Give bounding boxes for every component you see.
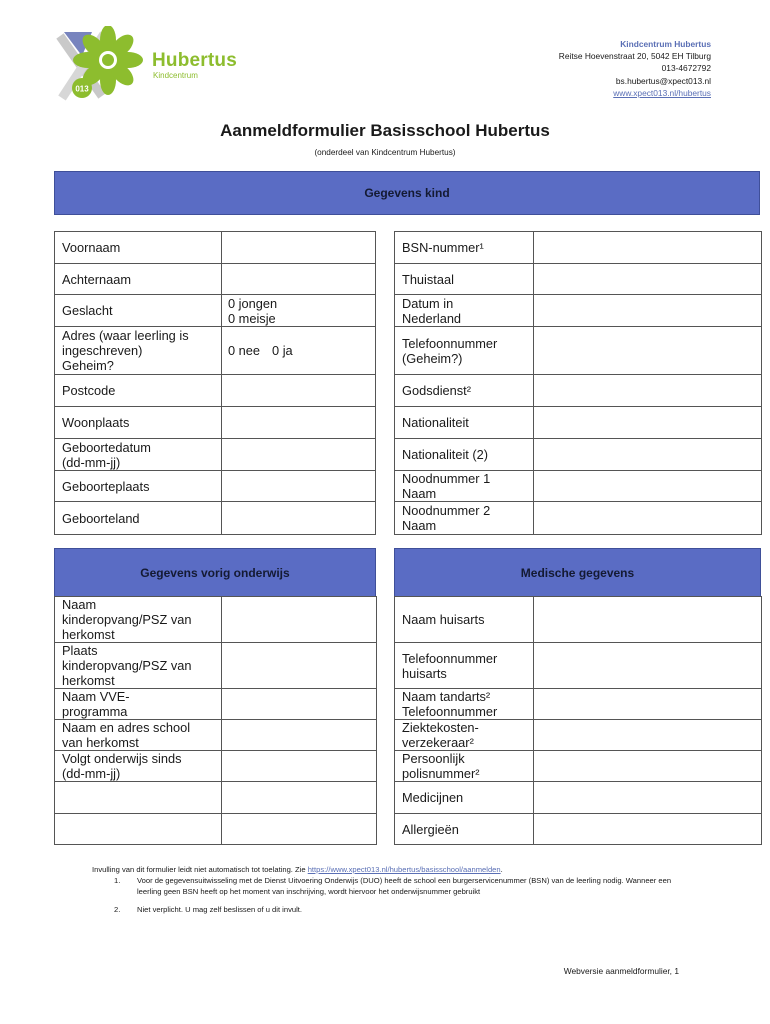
field-label: Telefoonnummer huisarts	[395, 643, 534, 689]
field-label: Postcode	[55, 375, 222, 407]
nationaliteit-2-field[interactable]	[534, 439, 762, 471]
allergieen-field[interactable]	[534, 814, 762, 845]
geboorteland-field[interactable]	[222, 502, 376, 535]
field-label: Godsdienst²	[395, 375, 534, 407]
org-name: Kindcentrum Hubertus	[620, 39, 711, 49]
field-label: Naam VVE- programma	[55, 689, 222, 720]
contact-block	[559, 38, 711, 99]
field-label: Naam tandarts² Telefoonnummer	[395, 689, 534, 720]
field-label: Woonplaats	[55, 407, 222, 439]
org-address: Reitse Hoevenstraat 20, 5042 EH Tilburg	[558, 51, 711, 62]
field-label: Nationaliteit	[395, 407, 534, 439]
org-website-link[interactable]: www.xpect013.nl/hubertus	[613, 87, 711, 98]
logo-badge: 013	[75, 84, 89, 94]
field-label: Geboorteland	[55, 502, 222, 535]
page-footer: Webversie aanmeldformulier, 1	[563, 966, 679, 976]
datum-in-nederland-field[interactable]	[534, 295, 762, 327]
table-row	[55, 407, 376, 439]
field-label: Geboorteplaats	[55, 471, 222, 502]
field-label: Naam en adres school van herkomst	[55, 720, 222, 751]
table-row	[395, 643, 762, 689]
table-row	[55, 295, 376, 327]
logo-wordmark: Hubertus	[152, 50, 237, 71]
table-row	[55, 439, 376, 471]
empty-label	[55, 782, 222, 814]
option-ja[interactable]: 0 ja	[272, 343, 293, 358]
table-row	[395, 502, 762, 535]
table-row	[55, 751, 377, 782]
intro-end: .	[500, 865, 503, 874]
postcode-field[interactable]	[222, 375, 376, 407]
polisnummer-field[interactable]	[534, 751, 762, 782]
gegevens-kind-left-table	[54, 231, 376, 535]
field-label: Ziektekosten- verzekeraar²	[395, 720, 534, 751]
medicijnen-field[interactable]	[534, 782, 762, 814]
footnote-1	[92, 875, 692, 897]
field-label: Datum in Nederland	[395, 295, 534, 327]
footnote-text: Niet verplicht. U mag zelf beslissen of u dit invult.	[137, 905, 303, 914]
table-row	[395, 814, 762, 845]
table-row	[55, 264, 376, 295]
tandarts-field[interactable]	[534, 689, 762, 720]
table-row	[395, 407, 762, 439]
table-row	[395, 295, 762, 327]
school-herkomst-field[interactable]	[222, 720, 377, 751]
table-row	[395, 751, 762, 782]
telefoonnummer-field[interactable]	[534, 327, 762, 375]
field-label: Geboortedatum (dd-mm-jj)	[55, 439, 222, 471]
footnote-2	[92, 904, 692, 915]
footnote-intro	[92, 864, 692, 875]
empty-label	[55, 814, 222, 845]
table-row	[395, 232, 762, 264]
logo-subtitle: Kindcentrum	[153, 71, 198, 80]
gegevens-kind-right-table	[394, 231, 762, 535]
org-email: bs.hubertus@xpect013.nl	[615, 75, 711, 86]
geboorteplaats-field[interactable]	[222, 471, 376, 502]
telefoon-huisarts-field[interactable]	[534, 643, 762, 689]
page-subtitle: (onderdeel van Kindcentrum Hubertus)	[314, 148, 456, 157]
vve-programma-field[interactable]	[222, 689, 377, 720]
table-row	[395, 597, 762, 643]
achternaam-field[interactable]	[222, 264, 376, 295]
table-row	[55, 720, 377, 751]
nationaliteit-field[interactable]	[534, 407, 762, 439]
field-label: Nationaliteit (2)	[395, 439, 534, 471]
table-row	[395, 720, 762, 751]
field-label: Achternaam	[55, 264, 222, 295]
field-label: Noodnummer 1 Naam	[395, 471, 534, 502]
table-row	[395, 375, 762, 407]
table-row	[55, 689, 377, 720]
table-row	[55, 782, 377, 814]
medische-gegevens-table	[394, 596, 762, 845]
geslacht-options[interactable]: 0 jongen 0 meisje	[222, 295, 376, 327]
noodnummer-2-field[interactable]	[534, 502, 762, 535]
empty-field[interactable]	[222, 782, 377, 814]
table-row	[395, 439, 762, 471]
adres-geheim-options[interactable]	[222, 327, 376, 375]
bsn-field[interactable]	[534, 232, 762, 264]
voornaam-field[interactable]	[222, 232, 376, 264]
onderwijs-sinds-field[interactable]	[222, 751, 377, 782]
table-row	[395, 264, 762, 295]
page-title: Aanmeldformulier Basisschool Hubertus	[220, 121, 550, 140]
table-row	[55, 375, 376, 407]
section-header-vorig-onderwijs: Gegevens vorig onderwijs	[54, 548, 376, 597]
footnote-number: 2.	[114, 905, 121, 914]
field-label: Telefoonnummer (Geheim?)	[395, 327, 534, 375]
table-row	[55, 643, 377, 689]
field-label: Allergieën	[395, 814, 534, 845]
field-label: Thuistaal	[395, 264, 534, 295]
plaats-kinderopvang-field[interactable]	[222, 643, 377, 689]
section-header-medische-gegevens: Medische gegevens	[394, 548, 761, 597]
field-label: Naam huisarts	[395, 597, 534, 643]
field-label: Plaats kinderopvang/PSZ van herkomst	[55, 643, 222, 689]
field-label: Naam kinderopvang/PSZ van herkomst	[55, 597, 222, 643]
table-row	[55, 232, 376, 264]
table-row	[55, 814, 377, 845]
option-nee[interactable]: 0 nee	[228, 343, 261, 358]
huisarts-field[interactable]	[534, 597, 762, 643]
section-header-gegevens-kind: Gegevens kind	[54, 171, 760, 215]
field-label: Persoonlijk polisnummer²	[395, 751, 534, 782]
field-label: Voornaam	[55, 232, 222, 264]
table-row	[395, 689, 762, 720]
vorig-onderwijs-table	[54, 596, 377, 845]
naam-kinderopvang-field[interactable]	[222, 597, 377, 643]
field-label: Geslacht	[55, 295, 222, 327]
table-row	[395, 327, 762, 375]
empty-field[interactable]	[222, 814, 377, 845]
footnote-text: Voor de gegevensuitwisseling met de Dienst Uitvoering Onderwijs (DUO) heeft de school een burgerservicenummer (BSN) van de leerling nodig. Wanneer een leerling geen BSN heeft op het moment van inschrijving, wordt hiervoor het onderwijsnummer gebruikt	[137, 876, 672, 896]
godsdienst-field[interactable]	[534, 375, 762, 407]
field-label: Medicijnen	[395, 782, 534, 814]
intro-text: Invulling van dit formulier leidt niet automatisch tot toelating. Zie	[92, 865, 308, 874]
field-label: Noodnummer 2 Naam	[395, 502, 534, 535]
footnote-number: 1.	[114, 876, 121, 885]
aanmelden-link[interactable]: https://www.xpect013.nl/hubertus/basisschool/aanmelden	[307, 865, 501, 874]
noodnummer-1-field[interactable]	[534, 471, 762, 502]
table-row	[395, 471, 762, 502]
field-label: Adres (waar leerling is ingeschreven) Geheim?	[55, 327, 222, 375]
field-label: BSN-nummer¹	[395, 232, 534, 264]
table-row	[55, 471, 376, 502]
field-label: Volgt onderwijs sinds (dd-mm-jj)	[55, 751, 222, 782]
table-row	[55, 597, 377, 643]
table-row	[55, 502, 376, 535]
thuistaal-field[interactable]	[534, 264, 762, 295]
zorgverzekeraar-field[interactable]	[534, 720, 762, 751]
org-phone: 013-4672792	[661, 63, 711, 74]
woonplaats-field[interactable]	[222, 407, 376, 439]
table-row	[55, 327, 376, 375]
geboortedatum-field[interactable]	[222, 439, 376, 471]
table-row	[395, 782, 762, 814]
footnotes	[92, 864, 692, 915]
